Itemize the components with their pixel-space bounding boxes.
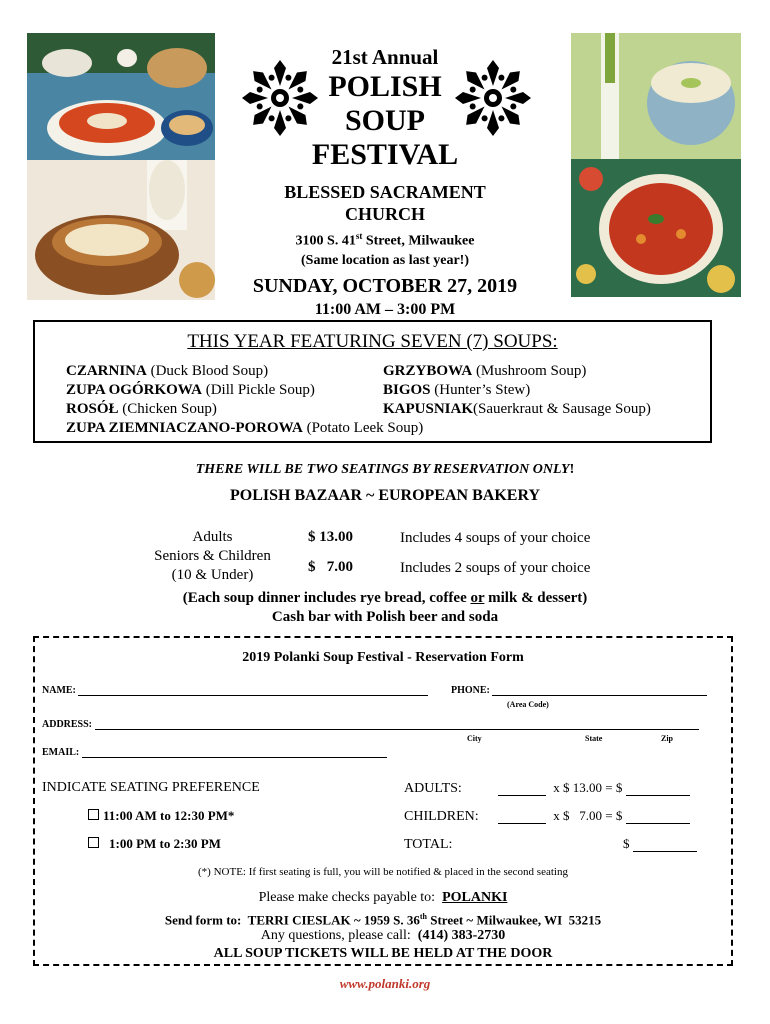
photo-tomato-soup	[27, 33, 215, 160]
checkbox-icon[interactable]	[88, 809, 99, 820]
soup-name: BIGOS	[383, 382, 431, 398]
price-seniors: $ 7.00	[308, 559, 353, 575]
soups-heading: THIS YEAR FEATURING SEVEN (7) SOUPS:	[187, 331, 558, 352]
soup-desc: (Potato Leek Soup)	[302, 420, 424, 436]
title-line-polish: POLISH	[328, 70, 442, 103]
send-sup: th	[419, 912, 427, 921]
soup-name: ZUPA ZIEMNIACZANO-POROWA	[66, 420, 303, 436]
seatings-note-bang: !	[569, 462, 575, 477]
includes-or: or	[470, 590, 485, 606]
checks-line	[35, 889, 731, 907]
cash-bar-line: Cash bar with Polish beer and soda	[271, 609, 499, 625]
includes-line	[0, 589, 770, 608]
tickets-line: ALL SOUP TICKETS WILL BE HELD AT THE DOOR	[213, 946, 553, 961]
soup-desc: (Chicken Soup)	[118, 401, 217, 417]
title-line-festival: FESTIVAL	[311, 138, 459, 171]
price-seniors-desc: Includes 2 soups of your choice	[400, 560, 591, 576]
total-label: TOTAL:	[404, 837, 453, 852]
title-line-soup: SOUP	[344, 104, 425, 137]
name-label: NAME:	[42, 685, 76, 696]
phone-label: PHONE:	[451, 685, 490, 696]
soup-name: CZARNINA	[66, 363, 147, 379]
seatings-note-text: THERE WILL BE TWO SEATINGS BY RESERVATION ONLY	[195, 462, 570, 477]
soup-desc: (Mushroom Soup)	[472, 363, 587, 379]
send-post: Street ~ Milwaukee, WI 53215	[426, 912, 602, 928]
questions-pre: Any questions, please call:	[260, 928, 418, 943]
city-label: City	[467, 734, 482, 743]
questions-line	[35, 927, 731, 945]
email-field[interactable]	[82, 745, 387, 758]
event-date: SUNDAY, OCTOBER 27, 2019	[252, 274, 518, 297]
address-field[interactable]	[95, 717, 699, 730]
church-address	[230, 227, 540, 251]
children-count-field[interactable]	[498, 811, 546, 824]
soups-box	[33, 320, 712, 443]
state-label: State	[585, 734, 603, 743]
soup-desc: (Dill Pickle Soup)	[201, 382, 315, 398]
bazaar-line: POLISH BAZAAR ~ EUROPEAN BAKERY	[229, 487, 540, 504]
website-link[interactable]: www.polanki.org	[339, 976, 431, 991]
questions-phone: (414) 383-2730	[417, 928, 506, 943]
adults-calc: x $ 13.00 = $	[553, 780, 623, 795]
price-label-adults: Adults	[192, 529, 233, 545]
address-post: Street, Milwaukee	[362, 233, 475, 249]
seating-option-1: 11:00 AM to 12:30 PM*	[103, 808, 235, 823]
photo-potato-leek-soup	[571, 33, 741, 159]
includes-post: milk & dessert)	[484, 590, 588, 606]
soup-desc: (Sauerkraut & Sausage Soup)	[473, 401, 651, 417]
venue-line-2: CHURCH	[345, 204, 425, 224]
soup-name: KAPUSNIAK	[383, 401, 474, 417]
seatings-note	[0, 461, 770, 479]
price-adults-desc: Includes 4 soups of your choice	[400, 530, 591, 546]
send-pre: Send form to: TERRI CIESLAK ~ 1959 S. 36	[164, 912, 420, 928]
soup-item	[66, 381, 423, 400]
adults-count-field[interactable]	[498, 783, 546, 796]
reservation-form	[33, 636, 733, 966]
children-calc: x $ 7.00 = $	[553, 808, 623, 823]
soup-name: ROSÓŁ	[66, 401, 119, 417]
children-label: CHILDREN:	[404, 809, 479, 824]
adults-label: ADULTS:	[404, 781, 462, 796]
address-sup: st	[355, 231, 363, 241]
soup-item	[383, 400, 651, 419]
checkbox-icon[interactable]	[88, 837, 99, 848]
checks-payee: POLANKI	[442, 890, 508, 905]
price-label-seniors-2: (10 & Under)	[171, 567, 254, 583]
children-total-field[interactable]	[626, 811, 690, 824]
annual-label: 21st Annual	[331, 45, 439, 69]
price-label-seniors-1: Seniors & Children	[154, 548, 271, 564]
address-label: ADDRESS:	[42, 719, 93, 730]
checks-pre: Please make checks payable to:	[258, 890, 443, 905]
zip-label: Zip	[661, 734, 674, 743]
photo-bread-bowl	[27, 160, 215, 300]
address-pre: 3100 S. 41	[295, 233, 356, 249]
soup-item	[66, 362, 423, 381]
soup-name: GRZYBOWA	[383, 363, 473, 379]
price-adults: $ 13.00	[308, 529, 353, 545]
venue-line-1: BLESSED SACRAMENT	[284, 182, 486, 202]
soup-item	[383, 381, 651, 400]
location-note: (Same location as last year!)	[301, 252, 469, 268]
soup-item	[66, 419, 423, 438]
adults-total-field[interactable]	[626, 783, 690, 796]
total-calc: $	[623, 836, 630, 851]
photo-hunters-stew	[571, 159, 741, 297]
soup-desc: (Hunter’s Stew)	[430, 382, 531, 398]
includes-pre: (Each soup dinner includes rye bread, coffee	[182, 590, 471, 606]
email-label: EMAIL:	[42, 747, 80, 758]
seating-option-2: 1:00 PM to 2:30 PM	[109, 836, 221, 851]
event-time: 11:00 AM – 3:00 PM	[314, 300, 456, 318]
soup-name: ZUPA OGÓRKOWA	[66, 382, 202, 398]
phone-field[interactable]	[492, 683, 707, 696]
seating-preference-label: INDICATE SEATING PREFERENCE	[42, 780, 260, 795]
area-code-label: (Area Code)	[507, 700, 549, 709]
soup-item	[383, 362, 651, 381]
soup-item	[66, 400, 423, 419]
form-note: (*) NOTE: If first seating is full, you will be notified & placed in the second seating	[198, 866, 568, 878]
soup-desc: (Duck Blood Soup)	[146, 363, 269, 379]
soups-right-column	[383, 362, 651, 419]
soups-left-column	[66, 362, 423, 438]
form-title: 2019 Polanki Soup Festival - Reservation Form	[242, 650, 524, 665]
name-field[interactable]	[78, 683, 428, 696]
grand-total-field[interactable]	[633, 839, 697, 852]
